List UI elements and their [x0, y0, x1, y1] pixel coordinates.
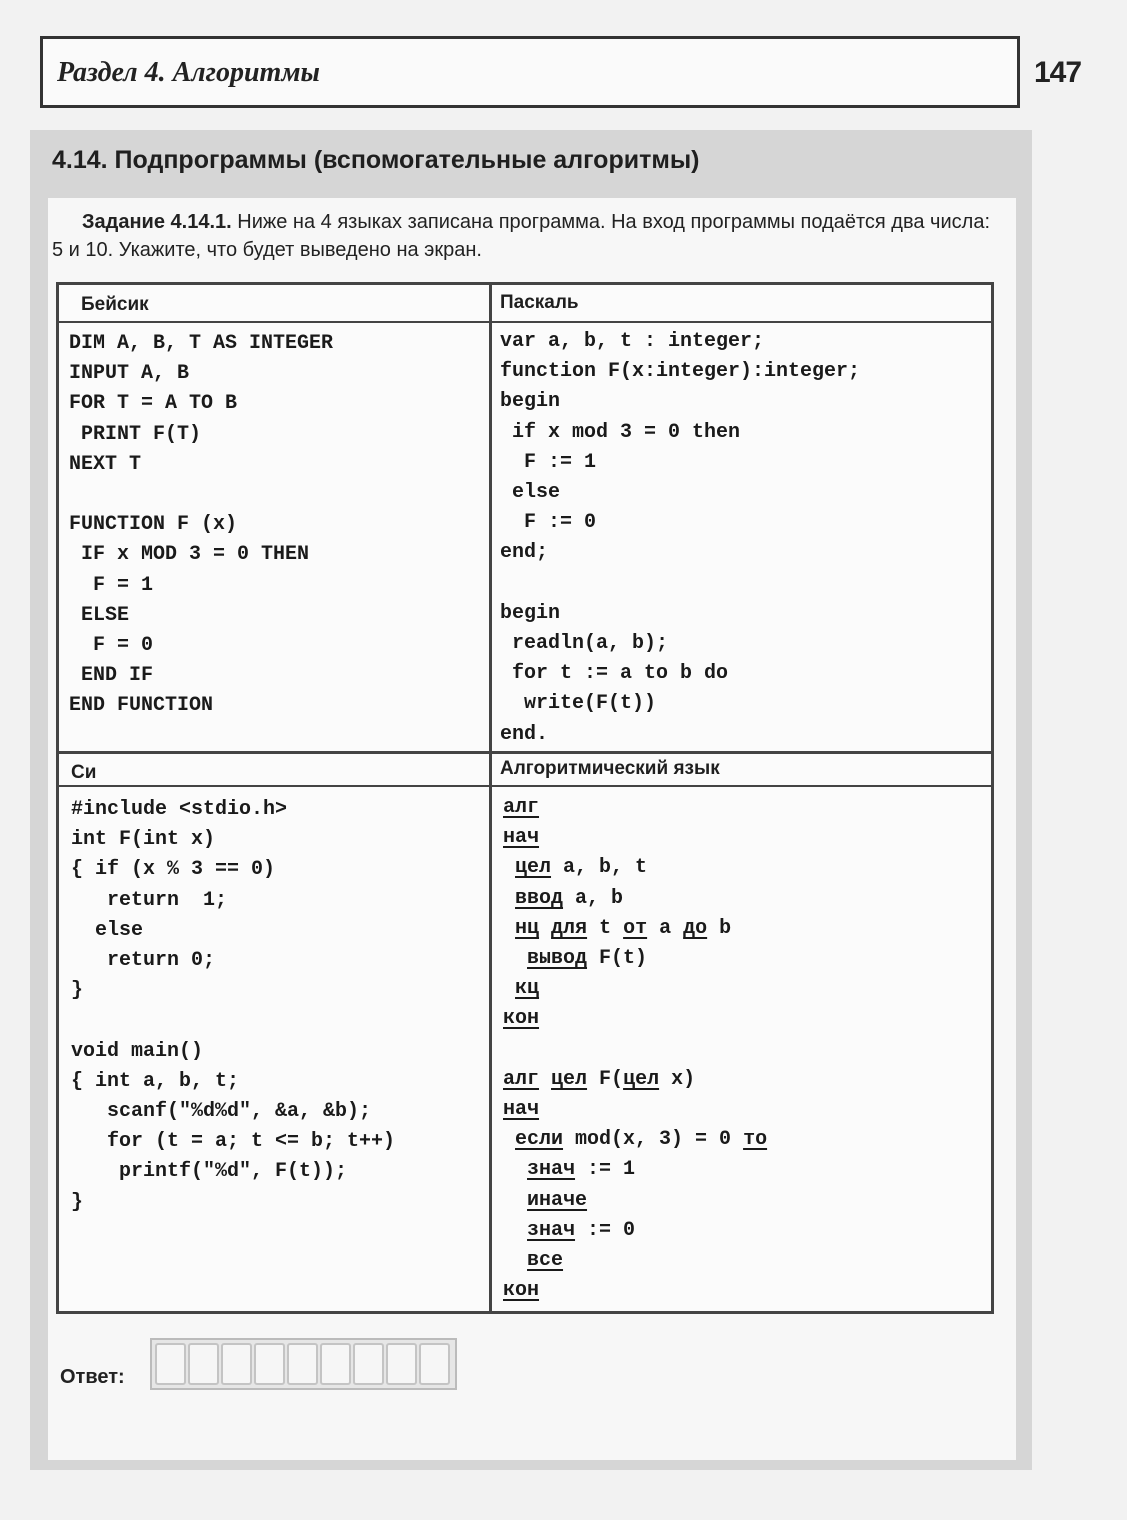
- algo-a: a: [647, 916, 684, 940]
- algo-vvod-args: a, b: [563, 886, 624, 910]
- algo-fname: F(: [587, 1067, 624, 1091]
- code-line: [500, 569, 860, 599]
- kw-inache: иначе: [527, 1188, 588, 1212]
- row-divider-2: [59, 751, 991, 754]
- kw-alg: алг: [503, 796, 540, 819]
- code-line: else: [500, 481, 561, 505]
- code-line: INPUT A, B: [69, 362, 190, 386]
- code-line: F := 0: [500, 511, 597, 535]
- code-line: [71, 1006, 395, 1036]
- row-divider-3: [59, 785, 991, 787]
- answer-input[interactable]: [150, 1338, 457, 1390]
- kw-dlya: для: [551, 916, 588, 940]
- kw-do: до: [683, 916, 708, 940]
- kw-tsel: цел: [515, 856, 552, 880]
- answer-cell[interactable]: [221, 1343, 252, 1385]
- code-line: { int a, b, t;: [71, 1069, 240, 1093]
- code-line: [69, 480, 333, 510]
- code-line: DIM A, B, T AS INTEGER: [69, 332, 334, 355]
- code-line: int F(int x): [71, 828, 216, 852]
- kw-alg-2: алг: [503, 1067, 540, 1091]
- code-line: begin: [500, 390, 561, 414]
- algo-assign1: := 1: [575, 1158, 636, 1182]
- kw-esli: если: [515, 1128, 564, 1152]
- kw-ot: от: [623, 916, 648, 940]
- kw-nach: нач: [503, 826, 540, 850]
- code-line: var a, b, t : integer;: [500, 330, 765, 353]
- code-line: }: [71, 1190, 84, 1214]
- algo-vyvod-args: F(t): [587, 947, 648, 971]
- section-title: 4.14. Подпрограммы (вспомогательные алгоритмы): [52, 146, 700, 174]
- code-line: END FUNCTION: [69, 694, 214, 718]
- code-line: NEXT T: [69, 452, 142, 476]
- kw-vyvod: вывод: [527, 947, 588, 971]
- kw-nts: нц: [515, 916, 540, 940]
- kw-nach-2: нач: [503, 1098, 540, 1122]
- header-pascal: Паскаль: [500, 292, 579, 313]
- kw-kts: кц: [515, 977, 540, 1001]
- code-line: begin: [500, 601, 561, 625]
- answer-label: Ответ:: [60, 1366, 125, 1388]
- code-line: readln(a, b);: [500, 632, 669, 656]
- algo-assign0: := 0: [575, 1218, 636, 1242]
- kw-znach: знач: [527, 1158, 576, 1182]
- code-line: write(F(t)): [500, 692, 657, 716]
- algo-x: x): [659, 1067, 696, 1091]
- code-line: return 0;: [71, 949, 216, 973]
- code-line: else: [71, 918, 144, 942]
- code-line: scanf("%d%d", &a, &b);: [71, 1100, 372, 1124]
- header-algo: Алгоритмический язык: [500, 758, 720, 779]
- algo-t: t: [587, 916, 624, 940]
- code-line: end;: [500, 541, 549, 565]
- kw-to: то: [743, 1128, 768, 1152]
- task-text: [52, 208, 992, 264]
- section-header: [40, 36, 1020, 108]
- code-line: for (t = a; t <= b; t++): [71, 1130, 396, 1154]
- code-line: IF x MOD 3 = 0 THEN: [69, 543, 310, 567]
- code-line: END IF: [69, 664, 154, 688]
- answer-cell[interactable]: [188, 1343, 219, 1385]
- pascal-code: [500, 327, 860, 750]
- code-line: { if (x % 3 == 0): [71, 858, 276, 882]
- page-number: 147: [1034, 56, 1082, 89]
- answer-cell[interactable]: [419, 1343, 450, 1385]
- column-divider: [489, 285, 492, 1311]
- c-code: [71, 795, 395, 1218]
- header-c: Си: [71, 762, 97, 783]
- code-line: end.: [500, 722, 549, 746]
- kw-kon: кон: [503, 1007, 540, 1031]
- code-table: [56, 282, 994, 1314]
- code-line: FUNCTION F (x): [69, 513, 238, 537]
- code-line: for t := a to b do: [500, 662, 729, 686]
- code-line: F := 1: [500, 450, 597, 474]
- kw-znach-2: знач: [527, 1218, 576, 1242]
- row-divider-1: [59, 321, 991, 323]
- answer-cell[interactable]: [254, 1343, 285, 1385]
- algo-code: [503, 793, 767, 1306]
- answer-cell[interactable]: [353, 1343, 384, 1385]
- code-line: F = 1: [69, 573, 154, 597]
- algo-b: b: [707, 916, 732, 940]
- algo-vars: a, b, t: [551, 856, 648, 880]
- code-line: PRINT F(T): [69, 422, 202, 446]
- code-line: if x mod 3 = 0 then: [500, 420, 741, 444]
- code-line: void main(): [71, 1039, 204, 1063]
- code-line: F = 0: [69, 634, 154, 658]
- section-header-title: Раздел 4. Алгоритмы: [57, 57, 320, 88]
- answer-cell[interactable]: [155, 1343, 186, 1385]
- code-line: printf("%d", F(t));: [71, 1160, 348, 1184]
- kw-vvod: ввод: [515, 886, 564, 910]
- kw-tsel-3: цел: [623, 1067, 660, 1091]
- answer-cell[interactable]: [320, 1343, 351, 1385]
- answer-cell[interactable]: [386, 1343, 417, 1385]
- task-label: Задание 4.14.1.: [82, 211, 232, 233]
- code-line: function F(x:integer):integer;: [500, 360, 861, 384]
- kw-tsel-2: цел: [551, 1067, 588, 1091]
- algo-cond: mod(x, 3) = 0: [563, 1128, 744, 1152]
- header-basic: Бейсик: [81, 294, 149, 315]
- code-line: FOR T = A TO B: [69, 392, 238, 416]
- code-line: }: [71, 979, 84, 1003]
- kw-vse: все: [527, 1249, 564, 1273]
- code-line: #include <stdio.h>: [71, 798, 288, 821]
- basic-code: [69, 329, 333, 722]
- code-line: return 1;: [71, 888, 228, 912]
- kw-kon-2: кон: [503, 1279, 540, 1303]
- task-description: Ниже на 4 языках записана программа. На вход программы подаётся два числа: 5 и 10. Укажите, что будет выведено на экран.: [52, 211, 990, 261]
- code-line: ELSE: [69, 603, 130, 627]
- answer-cell[interactable]: [287, 1343, 318, 1385]
